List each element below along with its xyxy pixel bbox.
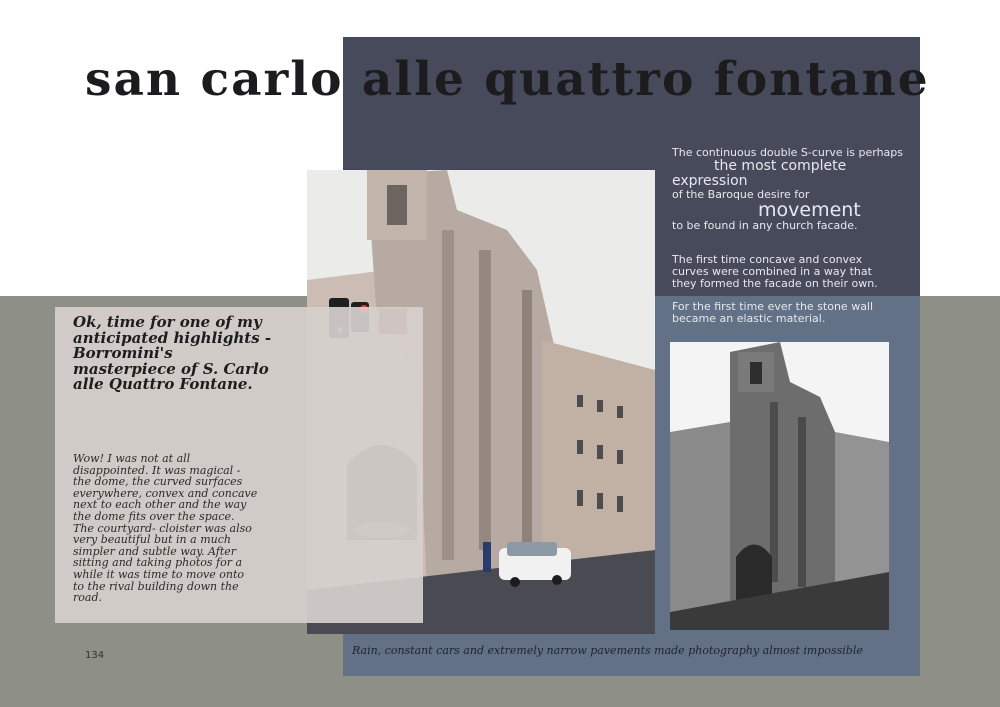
curves-quote: The first time concave and convex curves were combined in a way that they formed the facade on their own. (672, 253, 878, 290)
quote-emphasis: the most complete (714, 157, 847, 174)
photo-caption: Rain, constant cars and extremely narrow pavements made photography almost impossible (352, 644, 863, 657)
quote-line: of the Baroque desire for (672, 187, 810, 201)
journal-note-body: Wow! I was not at all disappointed. It was magical - the dome, the curved surfaces everywhere, convex and concave next to each other and the way the dome fits over the space. The courtyard- cloister was also very beautiful but in a much simpler and subtle way. After sitting and taking photos for a while it was time to move onto to the rival building down the road. (73, 452, 258, 605)
quote-emphasis: expression (672, 172, 748, 189)
quote-line: The continuous double S-curve is perhaps (672, 146, 903, 159)
page-title: san carlo alle quattro fontane (85, 52, 930, 107)
baroque-quote (672, 147, 907, 231)
page-number: 134 (85, 650, 105, 661)
journal-note-heading: Ok, time for one of my anticipated highlights - Borromini's masterpiece of S. Carlo alle Quattro Fontane. (73, 313, 272, 393)
quote-line: to be found in any church facade. (672, 218, 858, 232)
facade-photo-black-and-white (670, 342, 889, 630)
stone-wall-quote: For the first time ever the stone wall became an elastic material. (672, 300, 874, 325)
bw-photo-illustration (670, 342, 889, 630)
quote-emphasis: movement (758, 198, 861, 221)
